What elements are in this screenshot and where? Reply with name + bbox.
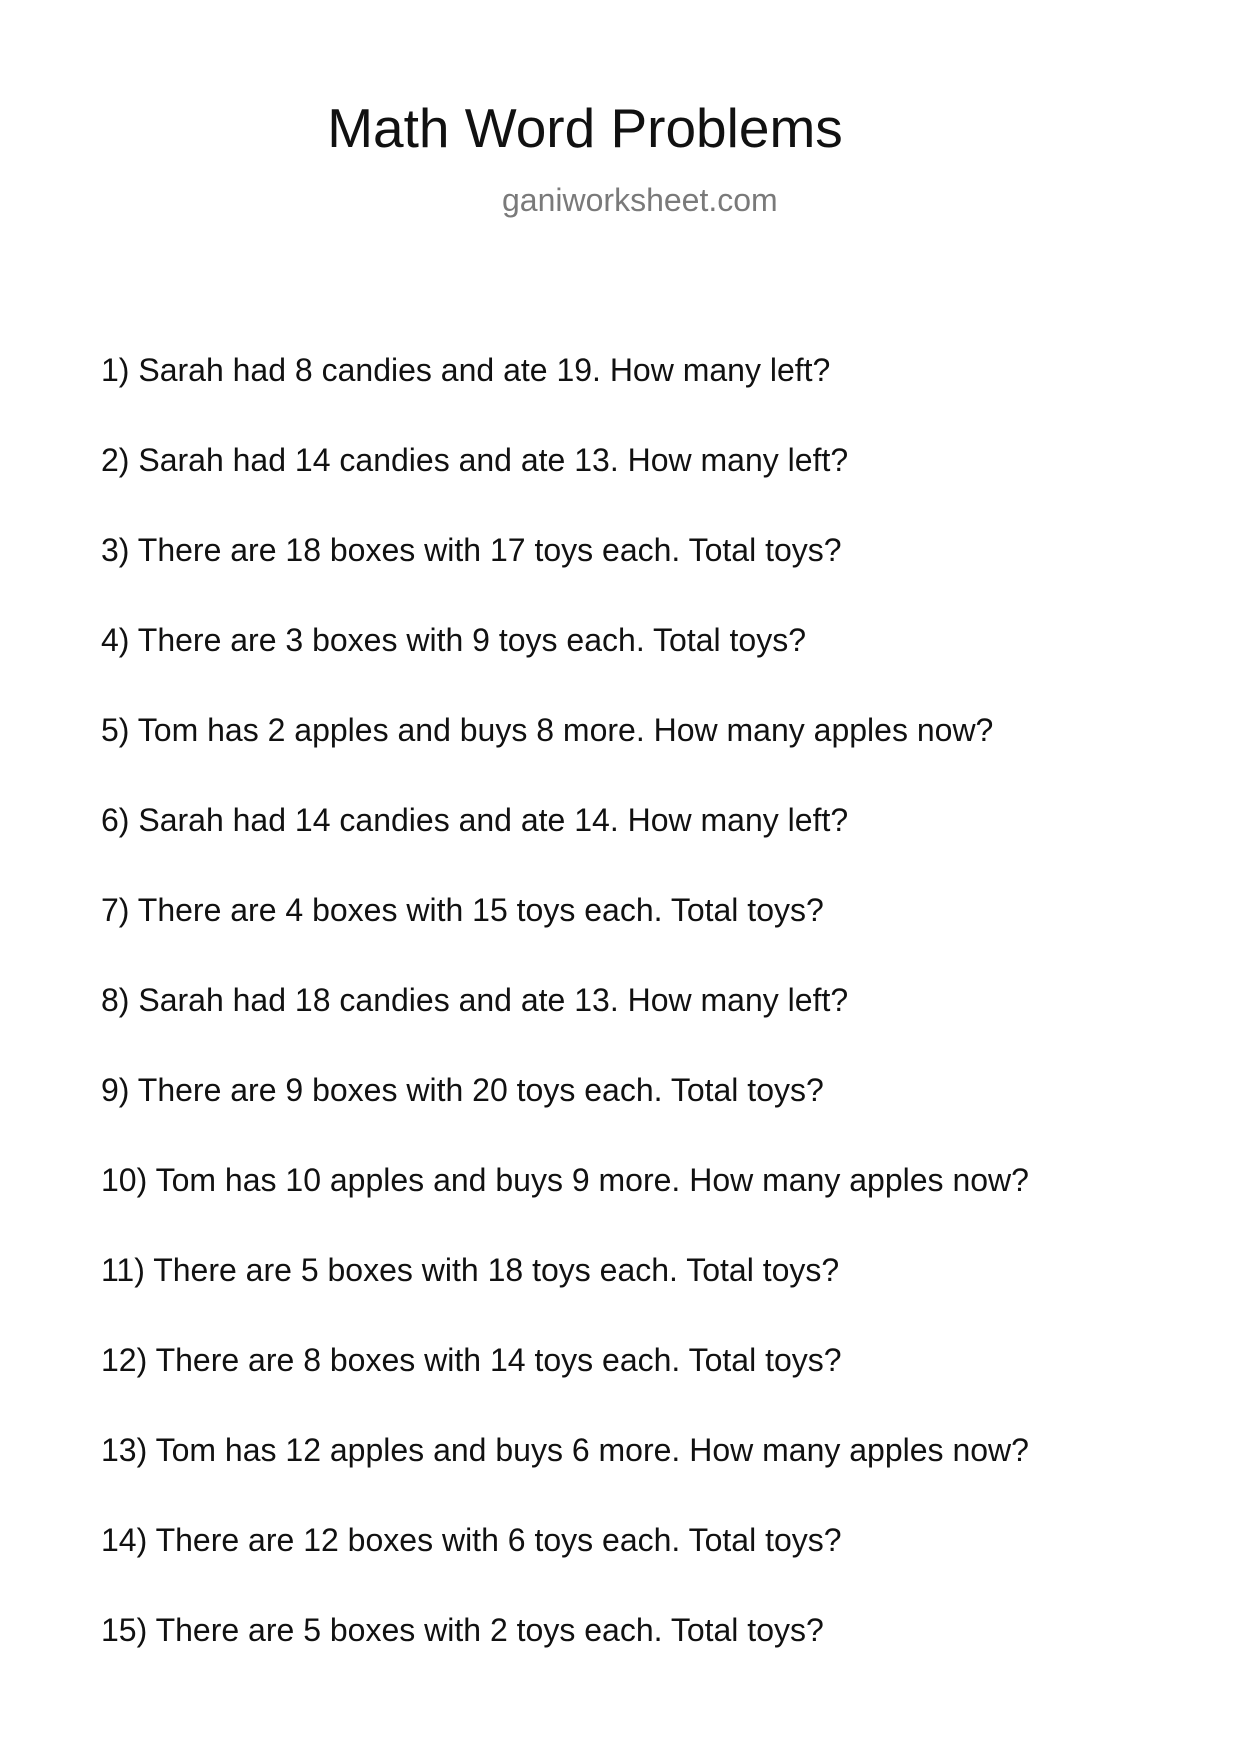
problem-item: 3) There are 18 boxes with 17 toys each. Total toys? bbox=[101, 532, 842, 568]
problem-item: 8) Sarah had 18 candies and ate 13. How many left? bbox=[101, 982, 849, 1018]
problem-item: 5) Tom has 2 apples and buys 8 more. How many apples now? bbox=[101, 712, 994, 748]
problem-item: 9) There are 9 boxes with 20 toys each. Total toys? bbox=[101, 1072, 824, 1108]
problem-item: 14) There are 12 boxes with 6 toys each. Total toys? bbox=[101, 1522, 842, 1558]
website-label: ganiworksheet.com bbox=[502, 182, 778, 218]
problem-item: 15) There are 5 boxes with 2 toys each. Total toys? bbox=[101, 1612, 824, 1648]
problem-item: 4) There are 3 boxes with 9 toys each. Total toys? bbox=[101, 622, 806, 658]
problem-item: 6) Sarah had 14 candies and ate 14. How many left? bbox=[101, 802, 849, 838]
problem-item: 13) Tom has 12 apples and buys 6 more. How many apples now? bbox=[101, 1432, 1029, 1468]
problem-item: 1) Sarah had 8 candies and ate 19. How many left? bbox=[101, 352, 831, 388]
problem-item: 10) Tom has 10 apples and buys 9 more. How many apples now? bbox=[101, 1162, 1029, 1198]
problem-item: 12) There are 8 boxes with 14 toys each. Total toys? bbox=[101, 1342, 842, 1378]
problem-item: 11) There are 5 boxes with 18 toys each. Total toys? bbox=[101, 1252, 840, 1288]
page-title: Math Word Problems bbox=[327, 97, 843, 159]
problem-item: 7) There are 4 boxes with 15 toys each. Total toys? bbox=[101, 892, 824, 928]
problem-item: 2) Sarah had 14 candies and ate 13. How many left? bbox=[101, 442, 849, 478]
